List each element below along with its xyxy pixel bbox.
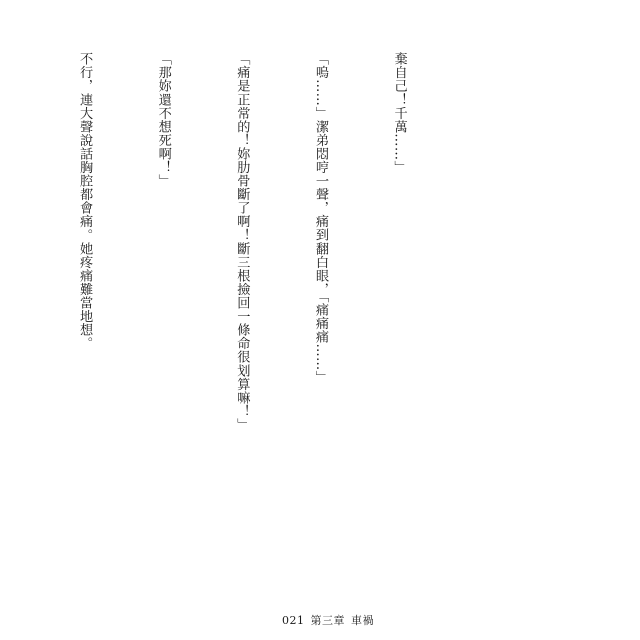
text-line: 「那妳還不想死啊！」: [155, 52, 171, 188]
page-number: 021: [282, 614, 305, 627]
chapter-label: 第三章: [310, 614, 345, 627]
text-line: 「痛是正常的！妳肋骨斷了啊！斷三根撿回一條命很划算嘛！」: [234, 52, 250, 432]
chapter-title: 車禍: [351, 614, 374, 627]
page-footer: [0, 599, 640, 640]
text-line: 不行，連大聲說話胸腔都會痛。她疼痛難當地想。: [77, 52, 93, 351]
text-line: 「嗚……」潔弟悶哼一聲，痛到翻白眼，「痛痛痛……」: [312, 52, 328, 385]
vertical-text-block: [0, 52, 464, 557]
text-line: 棄自己！千萬……」: [391, 52, 407, 174]
blank-line: [0, 52, 19, 557]
